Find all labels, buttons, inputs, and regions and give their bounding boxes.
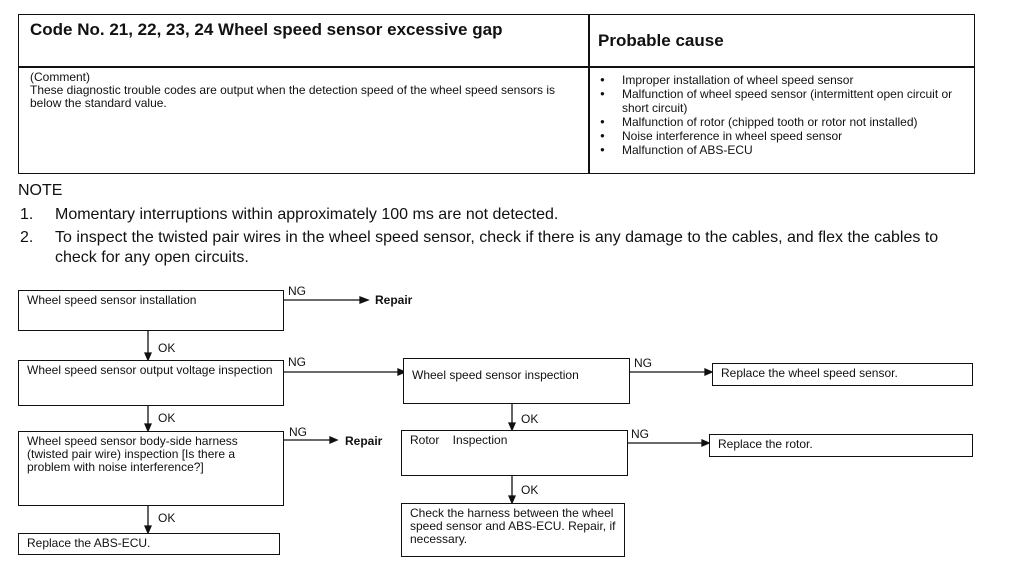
ng-label: NG: [289, 425, 307, 439]
note-title: NOTE: [18, 182, 63, 199]
ok-label: OK: [521, 412, 539, 426]
cause-item: ● Noise interference in wheel speed sensor: [598, 129, 970, 143]
note-number: 2.: [20, 229, 34, 246]
ng-label: NG: [288, 355, 306, 369]
box-check-harness: Check the harness between the wheel speed sensor and ABS-ECU. Repair, if necessary.: [401, 503, 625, 557]
ok-label: OK: [521, 483, 539, 497]
ok-label: OK: [158, 341, 176, 355]
repair-label: Repair: [375, 293, 413, 307]
box-sensor-inspection: Wheel speed sensor inspection: [403, 358, 630, 404]
cause-item: ● Malfunction of wheel speed sensor (intermittent open circuit or short circuit): [598, 87, 970, 115]
note-text: Momentary interruptions within approximately 100 ms are not detected.: [55, 206, 559, 223]
box-replace-wheel-speed-sensor: Replace the wheel speed sensor.: [712, 363, 973, 386]
comment-label: (Comment): [30, 70, 91, 84]
note-number: 1.: [20, 206, 34, 223]
box-sensor-installation: Wheel speed sensor installation: [18, 290, 284, 331]
box-replace-rotor: Replace the rotor.: [709, 434, 973, 457]
probable-cause-title: Probable cause: [598, 31, 724, 50]
ok-label: OK: [158, 411, 176, 425]
box-output-voltage-inspection: Wheel speed sensor output voltage inspection: [18, 360, 284, 406]
comment-text: These diagnostic trouble codes are output when the detection speed of the wheel speed sensors is below the standard value.: [30, 83, 556, 110]
box-rotor-inspection: Rotor Inspection: [401, 430, 628, 476]
note-text: To inspect the twisted pair wires in the wheel speed sensor, check if there is any damage to the cables, and flex the cables to check for any open circuits.: [55, 229, 939, 266]
repair-label: Repair: [345, 434, 383, 448]
ng-label: NG: [634, 356, 652, 370]
box-replace-abs-ecu: Replace the ABS-ECU.: [18, 533, 280, 555]
box-harness-inspection: Wheel speed sensor body-side harness (twisted pair wire) inspection [Is there a problem with noise interference?]: [18, 431, 284, 506]
cause-item: ● Improper installation of wheel speed sensor: [598, 73, 970, 87]
code-title: Code No. 21, 22, 23, 24 Wheel speed sensor excessive gap: [30, 20, 503, 39]
ng-label: NG: [288, 284, 306, 298]
ng-label: NG: [631, 427, 649, 441]
cause-item: ● Malfunction of ABS-ECU: [598, 143, 970, 157]
ok-label: OK: [158, 511, 176, 525]
cause-item: ● Malfunction of rotor (chipped tooth or rotor not installed): [598, 115, 970, 129]
